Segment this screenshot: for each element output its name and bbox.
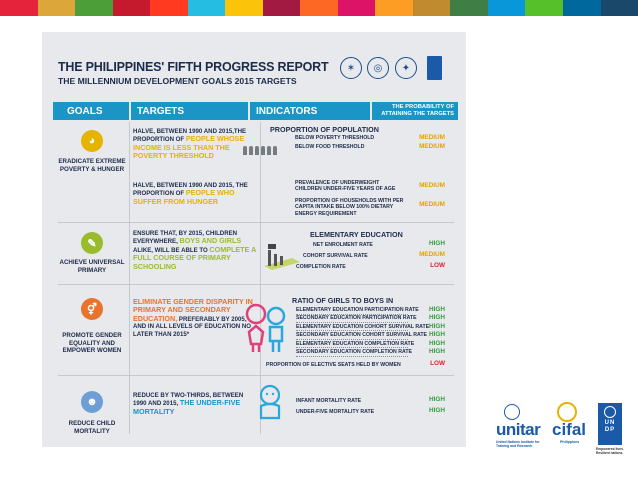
- header-indicators: INDICATORS: [250, 102, 370, 120]
- color-segment: [225, 0, 263, 16]
- indicator-gender-ratio-row: ELEMENTARY EDUCATION COMPLETION RATE: [296, 340, 415, 347]
- target-gender-disparity: ELIMINATE GENDER DISPARITY IN PRIMARY AND SECONDARY EDUCATION, PREFERABLY BY 2005, AND IN ALL LEVELS OF EDUCATION NO LATER THAN 2015*: [133, 297, 253, 338]
- target-poverty: HALVE, BETWEEN 1990 AND 2015,THE PROPORTION OF PEOPLE WHOSE INCOME IS LESS THAN THE POVERTY THRESHOLD: [133, 128, 247, 161]
- goal-gender-equality: PROMOTE GENDER EQUALITY AND EMPOWER WOMEN: [62, 332, 122, 355]
- rating-dietary-energy: MEDIUM: [419, 201, 445, 208]
- indicator-cohort-survival: COHORT SURVIVAL RATE: [303, 253, 368, 259]
- rating-gender-ratio-row: HIGH: [429, 339, 445, 347]
- rating-under-five-mortality: HIGH: [429, 407, 445, 414]
- color-segment: [38, 0, 76, 16]
- header-goals: GOALS: [53, 102, 129, 120]
- target-primary-schooling: ENSURE THAT, BY 2015, CHILDREN EVERYWHERE, BOYS AND GIRLS ALIKE, WILL BE ABLE TO COMPLETE A FULL COURSE OF PRIMARY SCHOOLING: [133, 230, 257, 271]
- row-dotted-rule: [296, 356, 408, 358]
- rating-net-enrolment: HIGH: [429, 240, 445, 247]
- color-segment: [338, 0, 376, 16]
- pencil-icon: ✎: [81, 232, 103, 254]
- rating-elective-seats: LOW: [430, 360, 445, 367]
- gender-icon: ⚥: [81, 298, 103, 320]
- baby-icon: ☻: [81, 391, 103, 413]
- rating-below-food: MEDIUM: [419, 143, 445, 150]
- seal-icon: ✶: [340, 57, 362, 79]
- indicator-below-food: BELOW FOOD THRESHOLD: [295, 144, 365, 150]
- color-segment: [450, 0, 488, 16]
- cifal-logo: cifal: [552, 420, 587, 439]
- goal-child-mortality: REDUCE CHILD MORTALITY: [68, 420, 116, 435]
- indicator-gender-ratio-row: SECONDARY EDUCATION COMPLETION RATE: [296, 349, 412, 355]
- indicator-below-poverty: BELOW POVERTY THRESHOLD: [295, 135, 375, 141]
- color-segment: [601, 0, 638, 16]
- undp-mini-logo: [427, 56, 442, 80]
- bowl-icon: ◕: [81, 130, 103, 152]
- rating-gender-ratio-row: HIGH: [429, 306, 445, 313]
- agency-seal-icon: ✦: [395, 57, 417, 79]
- un-emblem-icon: ◎: [367, 57, 389, 79]
- children-icon: [244, 302, 290, 359]
- color-segment: [75, 0, 113, 16]
- color-segment: [300, 0, 338, 16]
- rating-gender-ratio-row: HIGH: [429, 314, 445, 322]
- indicator-infant-mortality: INFANT MORTALITY RATE: [296, 398, 362, 404]
- goal-eradicate-poverty: ERADICATE EXTREME POVERTY & HUNGER: [58, 158, 126, 173]
- rating-below-poverty: MEDIUM: [419, 134, 445, 141]
- color-segment: [113, 0, 151, 16]
- target-hunger: HALVE, BETWEEN 1990 AND 2015, THE PROPORTION OF PEOPLE WHO SUFFER FROM HUNGER: [133, 182, 248, 206]
- poster-subtitle: THE MILLENNIUM DEVELOPMENT GOALS 2015 TARGETS: [58, 76, 297, 86]
- people-icon: [243, 142, 279, 160]
- indicator-dietary-energy: PROPORTION OF HOUSEHOLDS WITH PER CAPITA INTAKE BELOW 100% DIETARY ENERGY REQUIREMENT: [295, 198, 404, 217]
- row-divider: [58, 375, 454, 376]
- indicator-underweight: PREVALENCE OF UNDERWEIGHT CHILDREN UNDER-FIVE YEARS OF AGE: [295, 180, 396, 193]
- color-segment: [263, 0, 301, 16]
- row-divider: [58, 284, 454, 285]
- rating-underweight: MEDIUM: [419, 182, 445, 189]
- rating-gender-ratio-row: HIGH: [429, 322, 445, 330]
- undp-letters: UNDP: [604, 420, 616, 433]
- indicator-elective-seats: PROPORTION OF ELECTIVE SEATS HELD BY WOMEN: [266, 362, 401, 368]
- indicator-title-population: PROPORTION OF POPULATION: [270, 125, 379, 134]
- poster-title: THE PHILIPPINES' FIFTH PROGRESS REPORT: [58, 60, 329, 74]
- row-divider: [58, 222, 454, 223]
- indicator-title-girls-boys: RATIO OF GIRLS TO BOYS IN: [292, 296, 394, 305]
- rating-completion: LOW: [430, 262, 445, 269]
- indicator-gender-ratio-row: SECONDARY EDUCATION COHORT SURVIVAL RATE: [296, 332, 427, 339]
- target-under-five-mortality: REDUCE BY TWO-THIRDS, BETWEEN 1990 AND 2015, THE UNDER-FIVE MORTALITY: [133, 392, 244, 416]
- rating-infant-mortality: HIGH: [429, 396, 445, 403]
- cifal-subtitle: Philippines: [560, 440, 580, 444]
- color-segment: [0, 0, 38, 16]
- indicator-under-five-mortality: UNDER-FIVE MORTALITY RATE: [296, 409, 375, 415]
- rating-gender-ratio-row: HIGH: [429, 348, 445, 355]
- color-segment: [563, 0, 601, 16]
- color-segment: [188, 0, 226, 16]
- indicator-completion: COMPLETION RATE: [296, 264, 346, 270]
- indicator-net-enrolment: NET ENROLMENT RATE: [313, 242, 373, 248]
- indicator-gender-ratio-row: SECONDARY EDUCATION PARTICIPATION RATE: [296, 315, 417, 322]
- indicator-gender-ratio-row: ELEMENTARY EDUCATION PARTICIPATION RATE: [296, 307, 419, 313]
- unitar-logo: unitar: [496, 420, 541, 439]
- header-targets: TARGETS: [131, 102, 248, 120]
- color-segment: [525, 0, 563, 16]
- un-emblem-icon: [504, 404, 520, 420]
- color-segment: [375, 0, 413, 16]
- top-color-bar: [0, 0, 638, 16]
- infant-icon: [256, 384, 284, 425]
- undp-logo: [598, 403, 622, 445]
- color-segment: [413, 0, 451, 16]
- indicator-gender-ratio-row: ELEMENTARY EDUCATION COHORT SURVIVAL RATE: [296, 323, 430, 330]
- color-segment: [150, 0, 188, 16]
- unitar-subtitle: United Nations Institute for Training and Research: [496, 440, 540, 448]
- rating-cohort-survival: MEDIUM: [419, 251, 445, 258]
- un-emblem-icon: [604, 406, 616, 418]
- undp-tagline: Empowered lives. Resilient nations.: [596, 447, 624, 455]
- rating-gender-ratio-row: HIGH: [429, 331, 445, 339]
- goal-universal-primary: ACHIEVE UNIVERSAL PRIMARY: [59, 259, 125, 274]
- indicator-title-elementary: ELEMENTARY EDUCATION: [310, 230, 403, 239]
- header-probability: THE PROBABILITY OF ATTAINING THE TARGETS: [372, 102, 458, 120]
- color-segment: [488, 0, 526, 16]
- cifal-emblem-icon: [557, 402, 577, 422]
